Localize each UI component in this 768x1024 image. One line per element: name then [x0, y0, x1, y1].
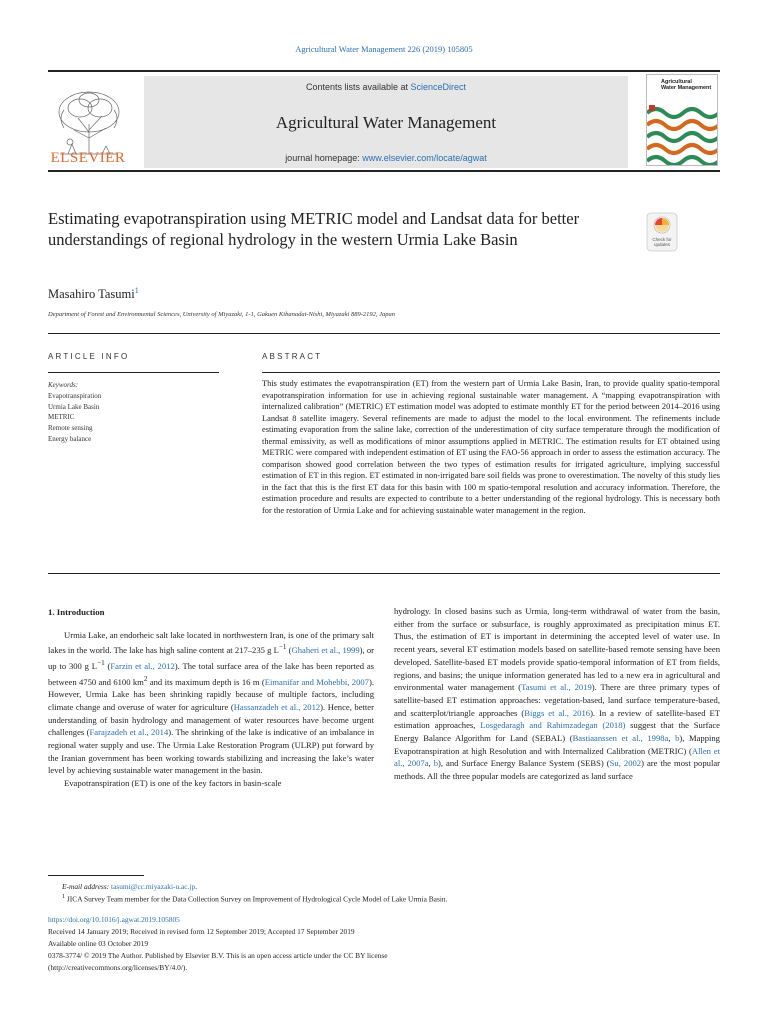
contents-prefix: Contents lists available at [305, 82, 411, 92]
footnote-rule [48, 875, 144, 876]
publisher-name: ELSEVIER [50, 150, 126, 166]
keywords-label: Keywords: [48, 381, 79, 389]
homepage-link[interactable]: www.elsevier.com/locate/agwat [362, 153, 487, 163]
journal-header [48, 70, 720, 168]
keywords-list [48, 380, 219, 445]
svg-text:Check for: Check for [652, 237, 672, 242]
intro-paragraph-2: Evapotranspiration (ET) is one of the key factors in basin-scale [64, 778, 282, 789]
received-dates: Received 14 January 2019; Received in revised form 12 September 2019; Accepted 17 September 2019 [48, 927, 355, 936]
reference-link[interactable]: Hassanzadeh et al., 2012 [233, 701, 321, 712]
divider [262, 372, 720, 373]
reference-link[interactable]: b [433, 758, 439, 769]
footnotes [62, 881, 712, 904]
divider [48, 333, 720, 334]
keyword-item: Remote sensing [48, 424, 93, 433]
check-updates-icon [643, 212, 681, 252]
homepage-prefix: journal homepage: [285, 153, 363, 163]
sciencedirect-link[interactable]: ScienceDirect [410, 82, 467, 92]
journal-cover-thumbnail[interactable] [646, 74, 718, 166]
reference-link[interactable]: Biggs et al., 2016 [524, 707, 591, 718]
keyword-item: METRIC [48, 413, 75, 422]
author-line [48, 286, 139, 302]
body-column-left [48, 606, 374, 790]
keyword-item: Energy balance [48, 434, 92, 443]
reference-link[interactable]: Eimanifar and Mohebbi, 2007 [264, 676, 369, 687]
abstract-heading: ABSTRACT [262, 352, 323, 361]
reference-link[interactable]: Su, 2002 [609, 758, 642, 769]
email-footnote: E-mail address: tasumi@cc.miyazaki-u.ac.jp. [62, 882, 198, 891]
contents-line [144, 82, 628, 92]
reference-link[interactable]: Losgedaragh and Rahimzadegan (2018) [480, 720, 626, 731]
email-link[interactable]: tasumi@cc.miyazaki-u.ac.jp [111, 882, 196, 891]
available-online: Available online 03 October 2019 [48, 939, 149, 948]
article-info-heading: ARTICLE INFO [48, 352, 130, 361]
license-line: 0378-3774/ © 2019 The Author. Published by Elsevier B.V. This is an open access article under the CC BY license [48, 951, 388, 960]
intro-paragraph-1: Urmia Lake, an endorheic salt lake located in northwestern Iran, is one of the primary salt lakes in the world. The lake has high saline content at 217–235 g $L^{-1}$ (Ghaheri et al., 1999), or up to 300 g $L^{-1}$ (Farzin et al., 2012). The total surface area of the lake has been reported as between 4750 and 6100 $km^2$ and its maximum depth is 16 m (Eimanifar and Mohebbi, 2007). However, Urmia Lake has been shrinking rapidly because of multiple factors, including climate change and overuse of water for agriculture (Hassanzadeh et al., 2012). Hence, better understanding of basin hydrology and management of water resources have become urgent challenges (Farajzadeh et al., 2014). The shrinking of the lake is indicative of an imbalance in regional water supply and use. The Urmia Lake Restoration Program (ULRP) put forward by the Iranian government has been working towards stabilizing and increasing the lake’s water level by achieving sustainable water management in the basin. [48, 629, 374, 776]
cover-pattern-image [647, 105, 718, 166]
footnote-1: $^1$ JICA Survey Team member for the Data Collection Survey on Improvement of Hydrological Cycle Model of Lake Urmia Basin. [62, 894, 448, 904]
check-for-updates-badge[interactable] [643, 212, 681, 252]
divider [48, 372, 219, 373]
affiliation: Department of Forest and Environmental Sciences, University of Miyazaki, 1-1, Gakuen Kibanadai-Nishi, Miyazaki 889-2192, Japan [48, 311, 396, 318]
intro-paragraph-2-continued: hydrology. In closed basins such as Urmia, long-term withdrawal of water from the basin, either from the surface or subsurface, is roughly approximated as precipitation minus ET. Thus, the estimation of ET is important in determining the accepted level of water use. In recent years, several ET estimation models based on satellite-based remote sensing have been developed. Satellite-based ET models provide spatio-temporal information of ET from fields, regions, and basins; the unique information generated has led to a new era in agricultural and environmental water management (Tasumi et al., 2019). There are three primary types of satellite-based ET estimation approaches: vegetation-based, land surface temperature-based, and scatterplot/triangle approaches (Biggs et al., 2016). In a review of satellite-based ET estimation approaches, Losgedaragh and Rahimzadegan (2018) suggest that the Surface Energy Balance Algorithm for Land (SEBAL) (Bastiaanssen et al., 1998a, b), Mapping Evapotranspiration at high Resolution and with Internalized Calibration (METRIC) (Allen et al., 2007a, b), and Surface Energy Balance System (SEBS) (Su, 2002) are the most popular methods. All the three popular models are categorized as land surface [394, 606, 721, 782]
reference-link[interactable]: Allen et al., 2007a [394, 745, 720, 769]
journal-info-box [144, 76, 628, 168]
reference-link[interactable]: b [675, 733, 680, 744]
article-metadata [48, 914, 720, 974]
divider [48, 573, 720, 574]
reference-link[interactable]: Bastiaanssen et al., 1998a [572, 733, 669, 744]
header-rule [48, 170, 720, 172]
abstract-text: This study estimates the evapotranspiration (ET) from the western part of Urmia Lake Basin, Iran, to provide quality spatio-temporal evapotranspiration information for use in achieving regional sustainable water management. A “mapping evapotranspiration with internalized calibration” (METRIC) ET estimation model was adopted to estimate monthly ET for the period between 2014–2016 using Landsat 8 satellite imagery. Several refinements are made to adjust the model to the local environment. The refinements include estimating evaporation from the saline lake, correction of the underestimation of city surface temperature through the modification of thermal emissivity, as well as modifications of minor assumptions applied in METRIC. The estimation results for ET obtained using METRIC were compared with independent estimation of ET using the FAO-56 approach in order to assess the estimation accuracy. The comparison showed good correlation between the two types of estimation results for irrigated agriculture, implying successful estimation of ET in this region. ET estimated in non-irrigated bare soil fields was prone to overestimation. The novelty of this study lies in the fact that this is the first ET data for this basin with 100 m spatio-temporal resolution and accuracy information. Therefore, the estimation procedure and results are expected to contribute to a better understanding of the regional hydrology. This is necessary both for the restoration of Urmia Lake and for achieving sustainable water management in the region. [262, 379, 720, 515]
reference-link[interactable]: Tasumi et al., 2019 [521, 682, 592, 693]
reference-link[interactable]: Ghaheri et al., 1999 [291, 645, 360, 656]
reference-link[interactable]: Farajzadeh et al., 2014 [89, 727, 169, 738]
paper-title: Estimating evapotranspiration using METRIC model and Landsat data for better understandings of regional hydrology in the western Urmia Lake Basin [48, 209, 580, 249]
svg-text:updates: updates [653, 242, 671, 247]
keyword-item: Urmia Lake Basin [48, 402, 100, 411]
journal-title: Agricultural Water Management [275, 113, 497, 132]
author-name[interactable]: Masahiro Tasumi [48, 287, 135, 302]
license-url[interactable]: (http://creativecommons.org/licenses/BY/4.0/). [48, 963, 188, 972]
section-heading-introduction: 1. Introduction [48, 607, 105, 617]
author-footnote-marker[interactable]: 1 [134, 286, 139, 295]
doi-link[interactable]: https://doi.org/10.1016/j.agwat.2019.105805 [48, 915, 180, 924]
body-column-right [394, 605, 720, 783]
keyword-item: Evapotranspiration [48, 391, 102, 400]
homepage-line [144, 153, 628, 163]
cover-title: Agricultural Water Management [661, 79, 712, 91]
reference-link[interactable]: Farzin et al., 2012 [110, 660, 175, 671]
journal-citation[interactable]: Agricultural Water Management 226 (2019) 105805 [295, 44, 473, 54]
